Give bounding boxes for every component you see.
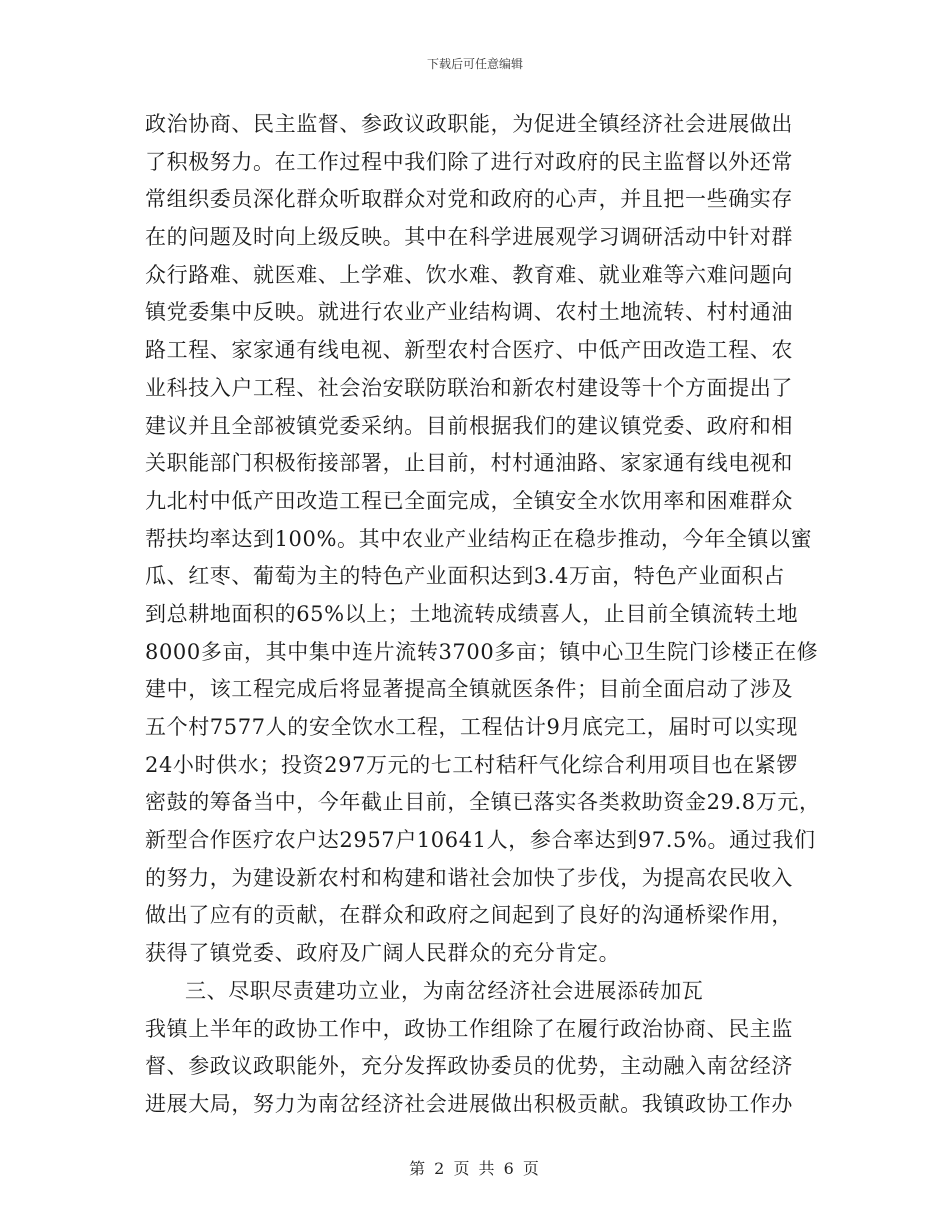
paragraph-line: 众行路难、就医难、上学难、饮水难、教育难、就业难等六难问题向 bbox=[145, 262, 793, 287]
page-header: 下载后可任意编辑 bbox=[426, 57, 523, 71]
paragraph-line: 建议并且全部被镇党委采纳。目前根据我们的建议镇党委、政府和相 bbox=[145, 413, 793, 438]
paragraph-line: 密鼓的筹备当中，今年截止目前，全镇已落实各类救助资金29.8万元， bbox=[145, 790, 821, 815]
paragraph-line: 瓜、红枣、葡萄为主的特色产业面积达到3.4万亩，特色产业面积占 bbox=[145, 564, 785, 589]
paragraph-line: 业科技入户工程、社会治安联防联治和新农村建设等十个方面提出了 bbox=[145, 375, 793, 400]
paragraph-line: 镇党委集中反映。就进行农业产业结构调、农村土地流转、村村通油 bbox=[145, 300, 793, 325]
paragraph-line: 24小时供水；投资297万元的七工村秸秆气化综合利用项目也在紧锣 bbox=[145, 752, 799, 777]
section-heading: 三、尽职尽责建功立业，为南岔经济社会进展添砖加瓦 bbox=[185, 978, 704, 1003]
paragraph-line: 关职能部门积极衔接部署，止目前，村村通油路、家家通有线电视和 bbox=[145, 451, 793, 476]
paragraph-line: 建中，该工程完成后将显著提高全镇就医条件；目前全面启动了涉及 bbox=[145, 677, 793, 702]
paragraph-line: 在的问题及时向上级反映。其中在科学进展观学习调研活动中针对群 bbox=[145, 225, 793, 250]
paragraph-line: 了积极努力。在工作过程中我们除了进行对政府的民主监督以外还常 bbox=[145, 149, 793, 174]
paragraph-line: 帮扶均率达到100%。其中农业产业结构正在稳步推动，今年全镇以蜜 bbox=[145, 526, 813, 551]
page-number-footer: 第 2 页 共 6 页 bbox=[409, 1159, 541, 1178]
paragraph-line: 到总耕地面积的65%以上；土地流转成绩喜人，止目前全镇流转土地 bbox=[145, 601, 799, 626]
paragraph-line: 新型合作医疗农户达2957户10641人，参合率达到97.5%。通过我们 bbox=[145, 828, 816, 853]
paragraph-line: 获得了镇党委、政府及广阔人民群众的充分肯定。 bbox=[145, 941, 621, 966]
paragraph-line: 做出了应有的贡献，在群众和政府之间起到了良好的沟通桥梁作用， bbox=[145, 903, 793, 928]
paragraph-line: 8000多亩，其中集中连片流转3700多亩；镇中心卫生院门诊楼正在修 bbox=[145, 639, 819, 664]
paragraph-line: 的努力，为建设新农村和构建和谐社会加快了步伐，为提高农民收入 bbox=[145, 865, 793, 890]
paragraph-line: 进展大局，努力为南岔经济社会进展做出积极贡献。我镇政协工作办 bbox=[145, 1091, 793, 1116]
paragraph-line: 五个村7577人的安全饮水工程，工程估计9月底完工，届时可以实现 bbox=[145, 715, 799, 739]
paragraph-line: 督、参政议政职能外，充分发挥政协委员的优势，主动融入南岔经济 bbox=[145, 1054, 793, 1079]
paragraph-line: 九北村中低产田改造工程已全面完成，全镇安全水饮用率和困难群众 bbox=[145, 488, 793, 513]
paragraph-line: 路工程、家家通有线电视、新型农村合医疗、中低产田改造工程、农 bbox=[145, 338, 793, 363]
paragraph-line: 常组织委员深化群众听取群众对党和政府的心声，并且把一些确实存 bbox=[145, 187, 793, 212]
paragraph-line: 政治协商、民主监督、参政议政职能，为促进全镇经济社会进展做出 bbox=[145, 112, 793, 136]
document-body bbox=[145, 106, 825, 1124]
paragraph-line: 我镇上半年的政协工作中，政协工作组除了在履行政治协商、民主监 bbox=[145, 1016, 793, 1041]
